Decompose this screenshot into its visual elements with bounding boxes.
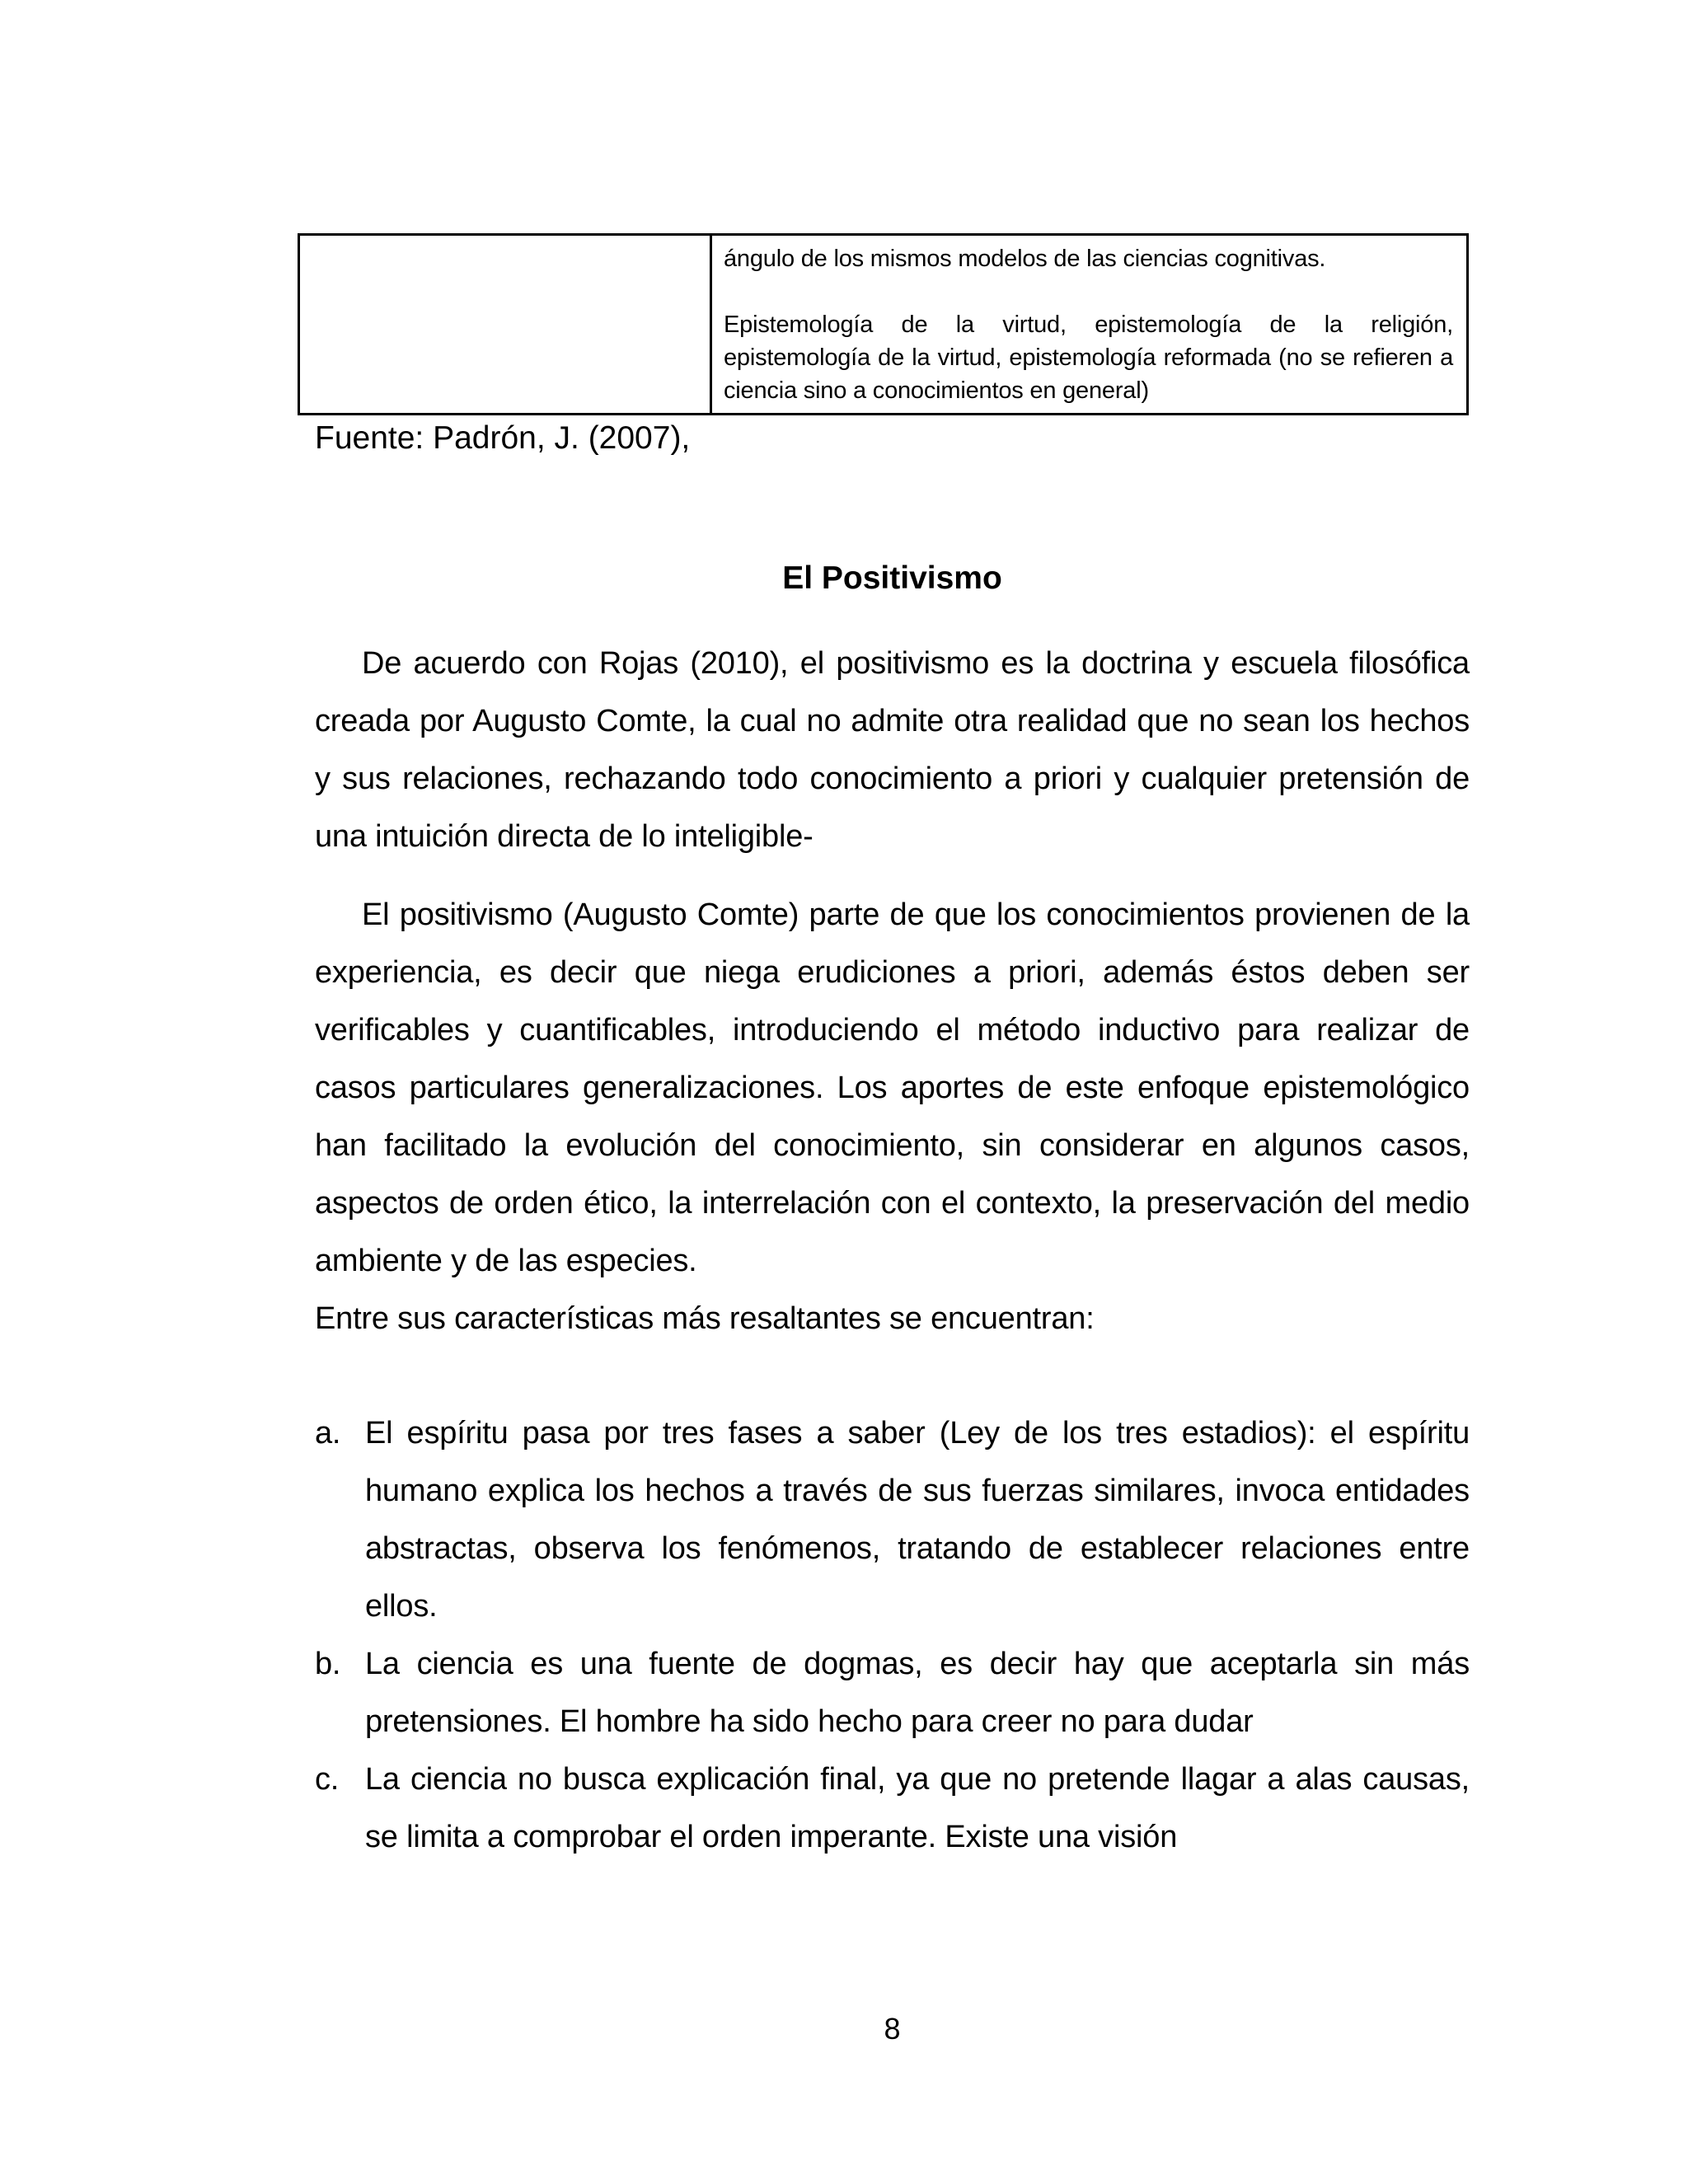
table-cell-content xyxy=(712,236,1466,413)
list-intro: Entre sus características más resaltantes se encuentran: xyxy=(315,1301,1095,1336)
section-title: El Positivismo xyxy=(782,560,1002,597)
table-text-paragraph: Epistemología de la virtud, epistemología de la religión, epistemología de la virtud, epistemología reformada (no se refieren a ciencia sino a conocimientos en general) xyxy=(724,312,1453,404)
list-item xyxy=(315,1404,1470,1635)
list-item xyxy=(315,1635,1470,1750)
characteristics-list xyxy=(315,1404,1470,1866)
page-number: 8 xyxy=(884,2012,901,2046)
list-item-text: La ciencia es una fuente de dogmas, es decir hay que aceptarla sin más pretensiones. El hombre ha sido hecho para creer no para dudar xyxy=(365,1647,1470,1739)
list-item-text: El espíritu pasa por tres fases a saber (Ley de los tres estadios): el espíritu humano explica los hechos a través de sus fuerzas similares, invoca entidades abstractas, observa los fenómenos, tratando de establecer relaciones entre ellos. xyxy=(365,1416,1470,1624)
paragraph: De acuerdo con Rojas (2010), el positivismo es la doctrina y escuela filosófica creada por Augusto Comte, la cual no admite otra realidad que no sean los hechos y sus relaciones, rechazando todo conocimiento a priori y cualquier pretensión de una intuición directa de lo inteligible- xyxy=(315,646,1470,854)
table-source-caption: Fuente: Padrón, J. (2007), xyxy=(315,420,691,456)
paragraph: El positivismo (Augusto Comte) parte de que los conocimientos provienen de la experiencia, es decir que niega erudiciones a priori, además éstos deben ser verificables y cuantificables, introduciendo el método inductivo para realizar de casos particulares generalizaciones. Los aportes de este enfoque epistemológico han facilitado la evolución del conocimiento, sin considerar en algunos casos, aspectos de orden ético, la interrelación con el contexto, la preservación del medio ambiente y de las especies. xyxy=(315,898,1470,1278)
list-item-marker: b. xyxy=(315,1647,341,1681)
table-text-line: ángulo de los mismos modelos de las ciencias cognitivas. xyxy=(724,246,1326,272)
comparison-table xyxy=(298,233,1469,415)
table-cell-empty xyxy=(300,236,712,413)
list-item-marker: c. xyxy=(315,1762,340,1797)
list-item xyxy=(315,1750,1470,1866)
body-text xyxy=(315,635,1470,1866)
list-item-text: La ciencia no busca explicación final, ya que no pretende llagar a alas causas, se limita a comprobar el orden imperante. Existe una visión xyxy=(365,1762,1470,1854)
list-item-marker: a. xyxy=(315,1416,341,1451)
